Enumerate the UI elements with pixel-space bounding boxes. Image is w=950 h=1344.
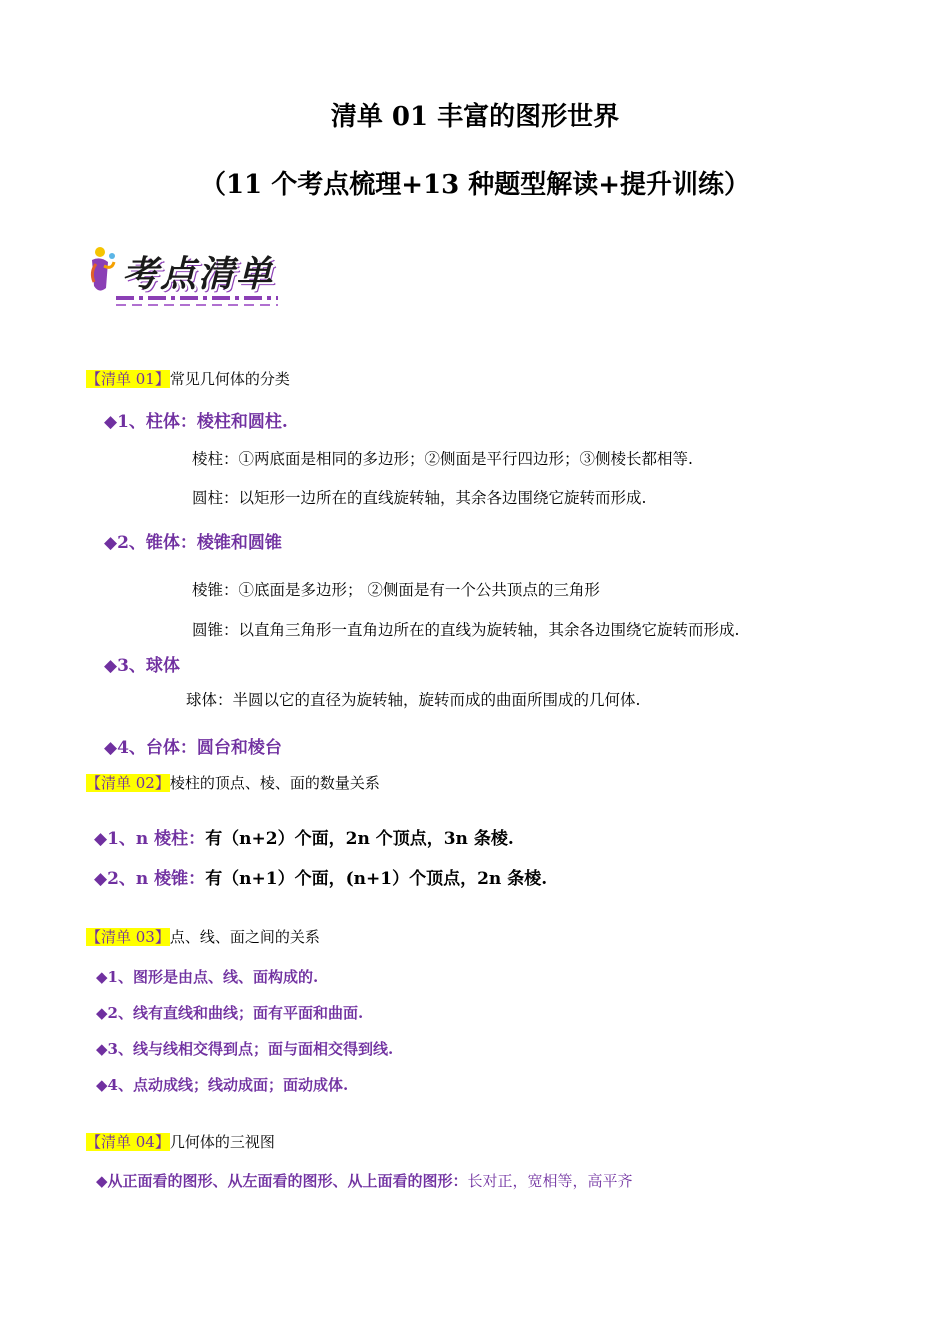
section-03-item-2: ◆2、线有直线和曲线；面有平面和曲面. — [96, 1004, 364, 1022]
section-tag: 【清单 04】 — [86, 1133, 170, 1151]
section-01-item-1-line-1: 棱柱：①两底面是相同的多边形；②侧面是平行四边形；③侧棱长都相等. — [192, 450, 693, 468]
section-tag: 【清单 03】 — [86, 928, 170, 946]
section-01-item-1-line-2: 圆柱：以矩形一边所在的直线旋转轴，其余各边围绕它旋转而形成. — [192, 489, 647, 507]
section-01-item-2-line-2: 圆锥：以直角三角形一直角边所在的直线为旋转轴，其余各边围绕它旋转而形成. — [192, 621, 740, 639]
section-03-header — [86, 926, 320, 947]
section-03-item-1: ◆1、图形是由点、线、面构成的. — [96, 968, 319, 986]
section-heading: 点、线、面之间的关系 — [169, 928, 320, 946]
section-01-item-2-title: ◆2、锥体：棱锥和圆锥 — [104, 533, 282, 553]
section-heading: 几何体的三视图 — [169, 1133, 275, 1151]
section-01-item-2-line-1: 棱锥：①底面是多边形； ②侧面是有一个公共顶点的三角形 — [192, 581, 600, 599]
section-tag: 【清单 02】 — [86, 774, 170, 792]
page-title: 清单 01 丰富的图形世界 — [330, 102, 620, 132]
logo-text: 考点清单 — [122, 253, 275, 295]
section-02-header — [86, 772, 380, 793]
section-heading: 棱柱的顶点、棱、面的数量关系 — [169, 774, 380, 792]
section-03-item-3: ◆3、线与线相交得到点；面与面相交得到线. — [96, 1040, 394, 1058]
section-01-item-1-title: ◆1、柱体：棱柱和圆柱. — [104, 412, 288, 432]
section-03-item-4: ◆4、点动成线；线动成面；面动成体. — [96, 1076, 349, 1094]
section-heading: 常见几何体的分类 — [169, 370, 290, 388]
section-01-item-4-title: ◆4、台体：圆台和棱台 — [104, 738, 282, 758]
section-01-item-3-line-1: 球体：半圆以它的直径为旋转轴，旋转而成的曲面所围成的几何体. — [186, 691, 641, 709]
section-04-item: ◆从正面看的图形、从左面看的图形、从上面看的图形：长对正，宽相等，高平齐 — [96, 1172, 633, 1190]
section-04-header — [86, 1131, 275, 1152]
section-01-header — [86, 368, 290, 389]
section-02-item-2: ◆2、n 棱锥：有（n+1）个面，(n+1）个顶点，2n 条棱. — [94, 869, 548, 889]
section-01-item-3-title: ◆3、球体 — [104, 656, 180, 676]
section-02-item-1: ◆1、n 棱柱：有（n+2）个面，2n 个顶点，3n 条棱. — [94, 829, 514, 849]
page-subtitle: （11 个考点梳理+13 种题型解读+提升训练） — [199, 170, 751, 200]
kaodian-qingdan-logo — [86, 242, 286, 312]
section-tag: 【清单 01】 — [86, 370, 170, 388]
